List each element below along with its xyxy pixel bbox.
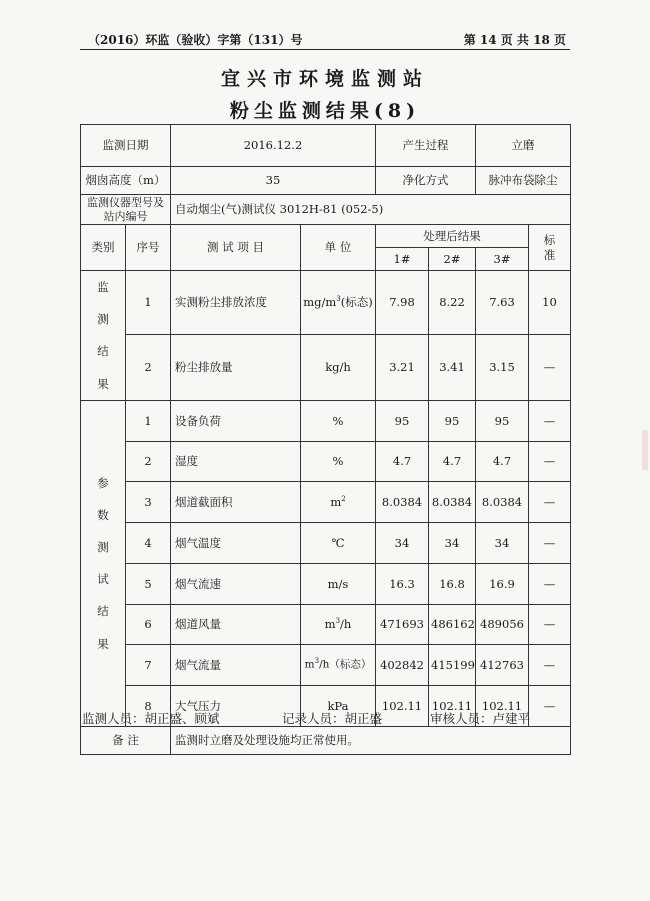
monitor-signature: 监测人员：胡正盛、顾斌 <box>82 711 220 726</box>
col-r2: 2# <box>429 248 476 271</box>
unit-cell: $mg/m^3$(标态) <box>301 271 376 335</box>
table-row <box>81 400 571 441</box>
unit-cell: ℃ <box>301 522 376 563</box>
table-row <box>81 335 571 401</box>
header-rule <box>80 49 570 50</box>
recorder-signature: 记录人员：胡正盛 <box>282 711 383 726</box>
reviewer-signature: 审核人员：卢建平 <box>430 711 531 726</box>
r3-cell: 3.15 <box>476 335 529 401</box>
purify-value: 脉冲布袋除尘 <box>476 167 571 195</box>
seq-cell: 2 <box>126 335 171 401</box>
unit-cell: m/s <box>301 563 376 604</box>
std-cell: — <box>529 400 571 441</box>
r2-cell: 8.0384 <box>429 481 476 522</box>
r3-cell: 95 <box>476 400 529 441</box>
r1-cell: 402842 <box>376 644 429 685</box>
category-parameters: 参数测试结果 <box>81 400 126 726</box>
std-cell: 10 <box>529 271 571 335</box>
col-seq: 序号 <box>126 225 171 271</box>
std-cell: — <box>529 563 571 604</box>
purify-label: 净化方式 <box>376 167 476 195</box>
seq-cell: 4 <box>126 522 171 563</box>
date-row <box>81 125 571 167</box>
std-cell: — <box>529 441 571 481</box>
table-row <box>81 644 571 685</box>
r2-cell: 16.8 <box>429 563 476 604</box>
seq-cell: 6 <box>126 604 171 644</box>
r1-cell: 8.0384 <box>376 481 429 522</box>
r3-cell: 16.9 <box>476 563 529 604</box>
item-cell: 设备负荷 <box>171 400 301 441</box>
instrument-value: 自动烟尘(气)测试仪 3012H-81 (052-5) <box>171 195 571 225</box>
item-cell: 大气压力 <box>171 685 301 726</box>
height-label: 烟囱高度（m） <box>81 167 171 195</box>
remarks-label: 备 注 <box>81 726 171 754</box>
col-result-group: 处理后结果 <box>376 225 529 248</box>
col-r1: 1# <box>376 248 429 271</box>
col-standard: 标准 <box>529 225 571 271</box>
category-monitoring: 监测结果 <box>81 271 126 401</box>
r1-cell: 34 <box>376 522 429 563</box>
r2-cell: 95 <box>429 400 476 441</box>
results-table <box>80 124 571 755</box>
process-label: 产生过程 <box>376 125 476 167</box>
unit-cell: $m^2$ <box>301 481 376 522</box>
col-unit: 单 位 <box>301 225 376 271</box>
seal-edge-mark <box>642 430 648 470</box>
r1-cell: 16.3 <box>376 563 429 604</box>
seq-cell: 2 <box>126 441 171 481</box>
col-item: 测 试 项 目 <box>171 225 301 271</box>
std-cell: — <box>529 685 571 726</box>
unit-cell: % <box>301 400 376 441</box>
r3-cell: 102.11 <box>476 685 529 726</box>
date-label: 监测日期 <box>81 125 171 167</box>
table-row <box>81 481 571 522</box>
r2-cell: 4.7 <box>429 441 476 481</box>
r2-cell: 3.41 <box>429 335 476 401</box>
item-cell: 烟道风量 <box>171 604 301 644</box>
item-cell: 实测粉尘排放浓度 <box>171 271 301 335</box>
page-info: 第 14 页 共 18 页 <box>463 33 566 47</box>
document-number: （2016）环监（验收）字第（131）号 <box>88 33 303 47</box>
item-cell: 烟气温度 <box>171 522 301 563</box>
seq-cell: 8 <box>126 685 171 726</box>
date-value: 2016.12.2 <box>171 125 376 167</box>
remarks-text: 监测时立磨及处理设施均正常使用。 <box>171 726 571 754</box>
item-cell: 烟气流量 <box>171 644 301 685</box>
table-row <box>81 522 571 563</box>
table-row <box>81 271 571 335</box>
r2-cell: 8.22 <box>429 271 476 335</box>
table-row <box>81 604 571 644</box>
r2-cell: 415199 <box>429 644 476 685</box>
seq-cell: 1 <box>126 271 171 335</box>
std-cell: — <box>529 644 571 685</box>
unit-cell: $m^3/h$（标态） <box>301 644 376 685</box>
height-row <box>81 167 571 195</box>
instrument-label: 监测仪器型号及站内编号 <box>81 195 171 225</box>
table-row <box>81 563 571 604</box>
seq-cell: 1 <box>126 400 171 441</box>
std-cell: — <box>529 522 571 563</box>
report-title: 粉尘监测结果(8) <box>229 100 421 122</box>
seq-cell: 3 <box>126 481 171 522</box>
r1-cell: 3.21 <box>376 335 429 401</box>
unit-cell: $m^3/h$ <box>301 604 376 644</box>
unit-cell: % <box>301 441 376 481</box>
unit-cell: kg/h <box>301 335 376 401</box>
r3-cell: 8.0384 <box>476 481 529 522</box>
r2-cell: 102.11 <box>429 685 476 726</box>
station-title: 宜兴市环境监测站 <box>220 68 429 90</box>
table-row <box>81 441 571 481</box>
item-cell: 粉尘排放量 <box>171 335 301 401</box>
height-value: 35 <box>171 167 376 195</box>
item-cell: 烟气流速 <box>171 563 301 604</box>
r1-cell: 95 <box>376 400 429 441</box>
instrument-row <box>81 195 571 225</box>
item-cell: 烟道截面积 <box>171 481 301 522</box>
r2-cell: 486162 <box>429 604 476 644</box>
col-category: 类别 <box>81 225 126 271</box>
r1-cell: 471693 <box>376 604 429 644</box>
r3-cell: 4.7 <box>476 441 529 481</box>
std-cell: — <box>529 335 571 401</box>
seq-cell: 7 <box>126 644 171 685</box>
r3-cell: 489056 <box>476 604 529 644</box>
std-cell: — <box>529 481 571 522</box>
seq-cell: 5 <box>126 563 171 604</box>
remarks-row <box>81 726 571 754</box>
r1-cell: 102.11 <box>376 685 429 726</box>
r3-cell: 34 <box>476 522 529 563</box>
r3-cell: 7.63 <box>476 271 529 335</box>
r3-cell: 412763 <box>476 644 529 685</box>
column-header-row <box>81 225 571 248</box>
item-cell: 湿度 <box>171 441 301 481</box>
col-r3: 3# <box>476 248 529 271</box>
unit-cell: kPa <box>301 685 376 726</box>
std-cell: — <box>529 604 571 644</box>
r1-cell: 4.7 <box>376 441 429 481</box>
process-value: 立磨 <box>476 125 571 167</box>
r2-cell: 34 <box>429 522 476 563</box>
r1-cell: 7.98 <box>376 271 429 335</box>
